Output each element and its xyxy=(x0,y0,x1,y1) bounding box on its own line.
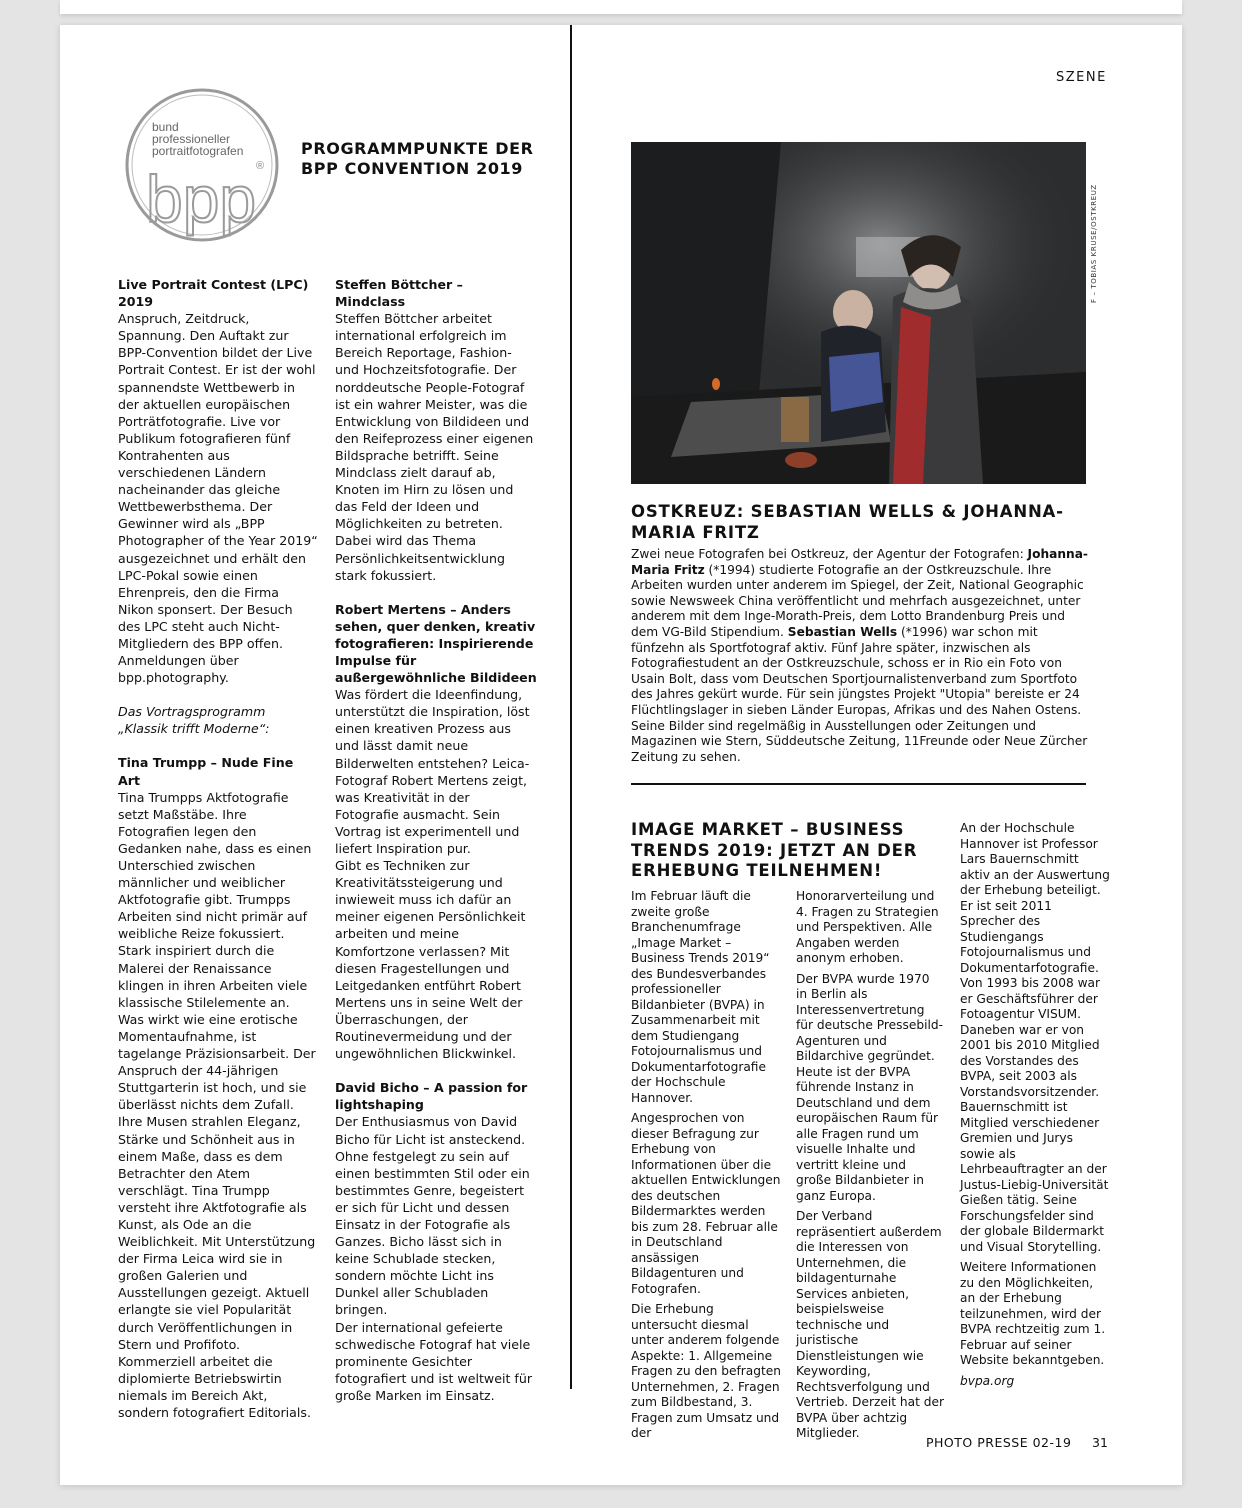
paragraph: Tina Trumpps Aktfotografie setzt Maßstäbe. Ihre Fotografien legen den Gedanken nahe, dass es einen Unterschied zwischen männlicher und weiblicher Aktfotografie gibt. Trumpps Arbeiten sind nicht primär auf weibliche Reize fokussiert. Stark inspiriert durch die Malerei der Renaissance klingen in ihren Arbeiten viele klassische Stilelemente an. Was wirkt wie eine erotische Momentaufnahme, ist tagelange Präzisionsarbeit. Der Anspruch der 44-jährigen Stuttgarterin ist hoch, und sie überlässt nichts dem Zufall. xyxy=(118,789,316,1113)
paragraph: Der Enthusiasmus von David Bicho für Licht ist ansteckend. Ohne festgelegt zu sein auf einen bestimmten Stil oder ein bestimmtes Genre, begeistert er sich für Licht und dessen Einsatz in der Fotografie als Ganzes. Bicho lässt sich in keine Schublade stecken, sondern möchte Licht ins Dunkel aller Schubladen bringen. xyxy=(335,1114,530,1318)
subheading: Live Portrait Contest (LPC) 2019 xyxy=(118,277,309,310)
image-market-title: IMAGE MARKET – BUSINESS TRENDS 2019: JETZT AN DER ERHEBUNG TEILNEHMEN! xyxy=(631,820,918,880)
paragraph: Honorarverteilung und 4. Fragen zu Strategien und Perspektiven. Alle Angaben werden anonym erhoben. xyxy=(796,889,939,965)
subheading: David Bicho – A passion for lightshaping xyxy=(335,1080,528,1113)
svg-text:®: ® xyxy=(256,160,265,172)
bpp-column-1 xyxy=(118,276,318,1421)
paragraph: Der BVPA wurde 1970 in Berlin als Interessenvertretung für deutsche Pressebild-Agenturen und Bildarchive gegründet. Heute ist der BVPA führende Instanz in Deutschland und dem europäischen Raum für alle Fragen rund um visuelle Inhalte und vertritt kleine und große Bildanbieter in ganz Europa. xyxy=(796,971,943,1203)
paragraph-gap xyxy=(118,686,318,703)
column-divider xyxy=(570,25,572,1389)
text-run: (*1994) studierte Fotografie an der Ostkreuzschule. Ihre Arbeiten wurden unter anderem im Spiegel, der Zeit, National Geographic sowie Newsweek China veröffentlicht und mehrfach ausgezeichnet, unter anderem mit dem Inge-Morath-Preis, dem Lotto Brandenburg Preis und dem VG-Bild Stipendium. xyxy=(631,562,1084,639)
paragraph: Weitere Informationen zu den Möglichkeiten, an der Erhebung teilzunehmen, wird der BVPA rechtzeitig zum 1. Februar auf seiner Website bekanntgeben. xyxy=(960,1260,1106,1367)
text-run: Zwei neue Fotografen bei Ostkreuz, der Agentur der Fotografen: xyxy=(631,547,1028,561)
paragraph-gap xyxy=(118,737,318,754)
text-run: (*1996) war schon mit fünfzehn als Sportfotograf aktiv. Fünf Jahre später, inzwischen als Fotografiestudent an der Ostkreuzschule, schoss er in Rio ein Foto von Usain Bolt, dass vom Deutschen Sportjournalistenverband zum Sportfoto des Jahres gekürt wurde. Für sein jüngstes Projekt "Utopia" bereiste er 24 Flüchtlingslager in sieben Länder Europas, Afrikas und des Nahen Ostens. Seine Bilder sind regelmäßig in Ausstellungen oder Zeitungen und Magazinen wie Stern, Süddeutsche Zeitung, 11Freunde oder Neue Zürcher Zeitung zu sehen. xyxy=(631,624,1088,764)
paragraph: Im Februar läuft die zweite große Branchenumfrage „Image Market – Business Trends 2019“ des Bundesverbandes professioneller Bildanbieter (BVPA) in Zusammenarbeit mit dem Studiengang Fotojournalismus und Dokumentarfotografie der Hochschule Hannover. xyxy=(631,889,770,1105)
bvpa-link[interactable]: bvpa.org xyxy=(960,1373,1015,1388)
paragraph: Ihre Musen strahlen Eleganz, Stärke und Schönheit aus in einem Maße, dass es dem Betrachter den Atem verschlägt. Tina Trumpp versteht ihre Aktfotografie als Kunst, als Ode an die Weiblichkeit. Mit Unterstützung der Firma Leica wird sie in großen Galerien und Ausstellungen gezeigt. Aktuell erlangte sie viel Popularität durch Veröffentlichungen in Stern und Profifoto. Kommerziell arbeitet die diplomierte Betriebswirtin niemals im Bereich Akt, sondern fotografiert Editorials. xyxy=(118,1114,316,1420)
paragraph: Anspruch, Zeitdruck, Spannung. Den Auftakt zur BPP-Convention bildet der Live Portrait Contest. Er ist der wohl spannendste Wettbewerb in der aktuellen europäischen Porträtfotografie. Live vor Publikum fotografieren fünf Kontrahenten aus verschiedenen Ländern nacheinander das gleiche Wettbewerbsthema. Der Gewinner wird als „BPP Photographer of the Year 2019“ ausgezeichnet und erhält den LPC-Pokal sowie einen Ehrenpreis, den die Firma Nikon sponsert. Der Besuch des LPC steht auch Nicht-Mitgliedern des BPP offen. Anmeldungen über bpp.photography. xyxy=(118,311,318,686)
paragraph-gap xyxy=(335,584,537,601)
ostkreuz-photo xyxy=(631,142,1086,484)
svg-text:bpp: bpp xyxy=(146,162,257,236)
image-market-column-3 xyxy=(960,821,1110,1394)
magazine-page xyxy=(60,25,1182,1485)
svg-text:professioneller: professioneller xyxy=(152,132,231,146)
section-divider xyxy=(631,783,1086,785)
svg-text:bund: bund xyxy=(152,120,179,134)
paragraph: Die Erhebung untersucht diesmal unter anderem folgende Aspekte: 1. Allgemeine Fragen zu den befragten Unternehmen, 2. Fragen zum Bildbestand, 3. Fragen zum Umsatz und der xyxy=(631,1302,782,1440)
bpp-article-title: PROGRAMMPUNKTE DER BPP CONVENTION 2019 xyxy=(301,139,534,178)
paragraph: Was fördert die Ideenfindung, unterstützt die Inspiration, löst einen kreativen Prozess aus und lässt damit neue Bilderwelten entstehen? Leica-Fotograf Robert Mertens zeigt, was Kreativität in der Fotografie ausmacht. Sein Vortrag ist experimentell und liefert Inspiration pur. xyxy=(335,687,530,856)
ostkreuz-body xyxy=(631,547,1089,765)
subheading: Steffen Böttcher – Mindclass xyxy=(335,277,463,310)
paragraph: Gibt es Techniken zur Kreativitätssteigerung und inwieweit muss ich dafür an meiner eigenen Persönlichkeit arbeiten und meine Komfortzone verlassen? Mit diesen Fragestellungen und Leitgedanken entführt Robert Mertens uns in seine Welt der Überraschungen, der Routinevermeidung und der ungewöhnlichen Blickwinkel. xyxy=(335,858,526,1062)
image-market-column-1 xyxy=(631,889,781,1447)
paragraph: Der international gefeierte schwedische Fotograf hat viele prominente Gesichter fotografiert und ist weltweit für große Marken im Einsatz. xyxy=(335,1319,532,1403)
page-number: 31 xyxy=(1092,1435,1108,1450)
previous-page-edge xyxy=(60,0,1182,14)
paragraph: Steffen Böttcher arbeitet international erfolgreich im Bereich Reportage, Fashion- und Hochzeitsfotografie. Der norddeutsche People-Fotograf ist ein wahrer Meister, was die Entwicklung von Bildideen und den Reifeprozess einer eigenen Bildsprache betrifft. Seine Mindclass zielt darauf ab, Knoten im Hirn zu lösen und das Feld der Ideen und Möglichkeiten zu betreten. Dabei wird das Thema Persönlichkeitsentwicklung stark fokussiert. xyxy=(335,311,534,583)
photographer-name: Sebastian Wells xyxy=(787,624,898,639)
paragraph-gap xyxy=(335,1062,537,1079)
footer-magazine: PHOTO PRESSE 02-19 xyxy=(926,1435,1072,1450)
subheading: Tina Trumpp – Nude Fine Art xyxy=(118,755,294,788)
bpp-logo xyxy=(124,87,280,243)
intro-note: Das Vortragsprogramm „Klassik trifft Moderne“: xyxy=(118,704,270,737)
photographer-name: Johanna-Maria Fritz xyxy=(631,547,1088,577)
ostkreuz-title: OSTKREUZ: SEBASTIAN WELLS & JOHANNA-MARIA FRITZ xyxy=(631,502,1064,542)
paragraph: Der Verband repräsentiert außerdem die Interessen von Unternehmen, die bildagenturnahe Services anbieten, beispielsweise technische und juristische Dienstleistungen wie Keywording, Rechtsverfolgung und Vertrieb. Derzeit hat der BVPA über achtzig Mitglieder. xyxy=(796,1209,944,1440)
svg-text:portraitfotografen: portraitfotografen xyxy=(152,144,244,158)
subheading: Robert Mertens – Anders sehen, quer denken, kreativ fotografieren: Inspirierende Impulse für außergewöhnliche Bildideen xyxy=(335,601,537,686)
image-market-column-2 xyxy=(796,889,944,1447)
paragraph: Angesprochen von dieser Befragung zur Erhebung von Informationen über die aktuellen Entwicklungen des deutschen Bildermarktes werden bis zum 28. Februar alle in Deutschland ansässigen Bildagenturen und Fotografen. xyxy=(631,1111,781,1296)
paragraph: An der Hochschule Hannover ist Professor Lars Bauernschmitt aktiv an der Auswertung der Erhebung beteiligt. Er ist seit 2011 Sprecher des Studiengangs Fotojournalismus und Dokumentarfotografie. Von 1993 bis 2008 war er Geschäftsführer der Fotoagentur VISUM. Daneben war er von 2001 bis 2010 Mitglied des Vorstandes des BVPA, seit 2003 als Vorstandsvorsitzender. Bauernschmitt ist Mitglied verschiedener Gremien und Jurys sowie als Lehrbeauftragter an der Justus-Liebig-Universität Gießen tätig. Seine Forschungsfelder sind der globale Bildermarkt und Visual Storytelling. xyxy=(960,821,1110,1254)
photo-credit: F – TOBIAS KRUSE/OSTKREUZ xyxy=(1090,184,1098,303)
bpp-column-2 xyxy=(335,276,537,1404)
section-label: SZENE xyxy=(1056,70,1107,85)
